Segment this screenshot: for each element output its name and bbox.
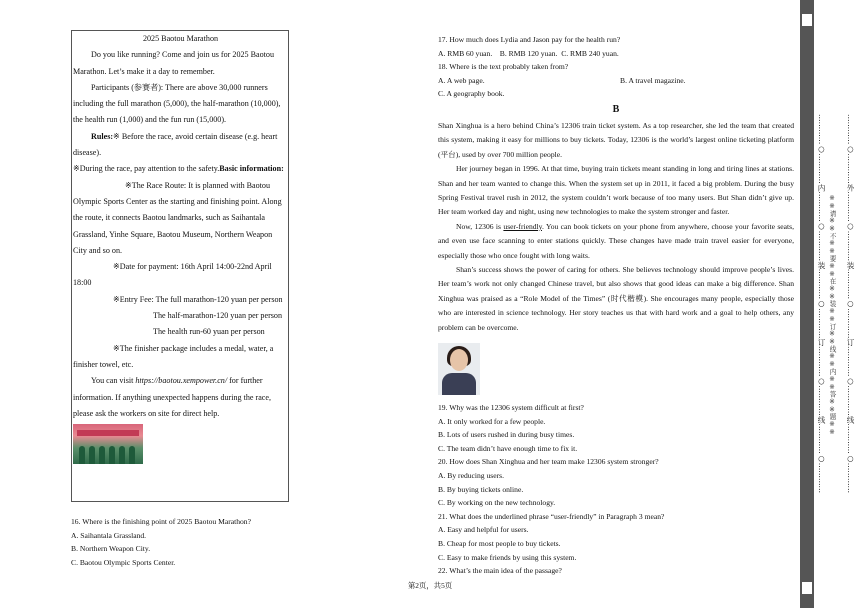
answer-option: C. By working on the new technology. — [438, 498, 556, 508]
answer-option: A. It only worked for a few people. — [438, 416, 546, 426]
question-stem: 22. What’s the main idea of the passage? — [438, 566, 562, 576]
inner-binding-line: …………○…………内…………○…………装…………○…………订…………○…………线…………○………… — [817, 114, 826, 494]
portrait-face — [450, 349, 468, 371]
answer-option: C. Baotou Olympic Sports Center. — [71, 557, 176, 567]
section-b-heading: B — [612, 103, 620, 115]
rules-item: ※During the race, pay attention to the safety. — [73, 164, 220, 174]
visit-text: You can visit — [91, 376, 136, 386]
passage-a-box — [71, 30, 289, 502]
answer-option: B. Northern Weapon City. — [71, 544, 151, 554]
portrait-body — [442, 373, 476, 395]
question-stem: 20. How does Shan Xinghua and her team make 12306 system stronger? — [438, 457, 659, 467]
answer-option: B. Lots of users rushed in during busy times. — [438, 430, 575, 440]
question-stem: 19. Why was the 12306 system difficult at first? — [438, 403, 584, 413]
page-footer: 第2页，共5页 — [407, 581, 453, 590]
basic-info-label: Basic information: — [219, 164, 284, 174]
rules-label: Rules: — [91, 131, 114, 141]
passage-b-paragraph: Her journey began in 1996. At that time, buying train tickets meant standing in long and tiring lines at stations. Shan and her team wanted to change this. When the system set up in 2011, it faced a big problem. During the busy Spring Festival travel rush in 2012, the system couldn’t work because of too many users. But Shan didn’t give up. Her team worked day and night, using new technologies to make the system stronger and faster. — [438, 164, 794, 217]
answer-option: B. A travel magazine. — [620, 75, 686, 85]
website-url: https://baotou.xempower.cn/ — [135, 376, 228, 386]
paragraph-text: Now, 12306 is — [456, 221, 504, 231]
right-column — [438, 33, 794, 578]
binding-notice: ※※请※※不※※要※※在※※装※※订※※线※※内※※答※※题※※ — [828, 194, 836, 436]
photo-banner — [77, 430, 139, 436]
paragraph-text: . You can book tickets on your phone from anywhere, choose your favorite seats, and even use face scanning to enter stations quickly. These changes have made train travel easier for everyone, especially those who once fought with long waits. — [438, 221, 795, 260]
runner-figure — [99, 446, 105, 464]
shan-xinghua-portrait — [438, 343, 480, 395]
question-stem: 18. Where is the text probably taken from? — [438, 62, 569, 72]
answer-options: A. RMB 60 yuan. B. RMB 120 yuan. C. RMB 240 yuan. — [438, 48, 619, 58]
runner-figure — [109, 446, 115, 464]
runner-figure — [89, 446, 95, 464]
visit-paragraph — [73, 373, 288, 422]
finisher-package: ※The finisher package includes a medal, water, a finisher towel, etc. — [73, 343, 274, 369]
binding-strip — [800, 0, 814, 608]
answer-options-row — [438, 74, 794, 88]
answer-option: A. A web page. — [438, 75, 485, 85]
answer-option: C. Easy to make friends by using this system. — [438, 552, 577, 562]
rules-item: ※ Before the race, avoid certain disease (e.g. heart disease). — [73, 131, 278, 158]
question-16-block — [71, 515, 301, 569]
payment-date: ※Date for payment: 16th April 14:00-22nd April 18:00 — [73, 262, 272, 288]
outer-binding-line: …………○…………外…………○…………装…………○…………订…………○…………线…………○………… — [846, 114, 855, 494]
answer-option: C. The team didn’t have enough time to fix it. — [438, 443, 578, 453]
strip-mark — [802, 582, 812, 594]
rules-paragraph — [73, 161, 288, 177]
answer-option: A. By reducing users. — [438, 471, 505, 481]
visit-text: for further information. If anything unexpected happens during the race, please ask the workers on site for direct help. — [73, 376, 272, 418]
entry-fee: The half-marathon-120 yuan per person — [153, 311, 283, 321]
rules-paragraph — [73, 129, 288, 162]
runner-figure — [79, 446, 85, 464]
race-route: ※The Race Route: It is planned with Baotou Olympic Sports Center as the starting and finishing point. Along the route, it connects Baotou landmarks, such as Saihantala Grassland, Yinhe Square, Baotou Museum, Northern Weapon City and so on. — [73, 180, 282, 255]
passage-b-paragraph: Shan’s success shows the power of caring for others. She believes technology should improve people’s lives. Her team’s work not only changed Chinese travel, but also shows that good ideas can make a big difference. Shan Xinghua was praised as a “Role Model of the Times” (时代楷模). She encourages many people, especially those who are interested in science technology. Her story teaches us that with hard work and a goal to help others, any problem can be overcome. — [438, 265, 794, 332]
answer-option: A. Easy and helpful for users. — [438, 525, 529, 535]
question-stem: 17. How much does Lydia and Jason pay for the health run? — [438, 35, 621, 44]
answer-option: C. A geography book. — [438, 89, 505, 99]
answer-option: A. Saihantala Grassland. — [71, 530, 147, 540]
passage-title: 2025 Baotou Marathon — [142, 34, 219, 43]
question-stem: 16. Where is the finishing point of 2025 Baotou Marathon? — [71, 517, 251, 526]
question-stem: 21. What does the underlined phrase “user-friendly” in Paragraph 3 mean? — [438, 511, 665, 521]
entry-fee: The health run-60 yuan per person — [153, 327, 265, 337]
answer-option: B. By buying tickets online. — [438, 484, 524, 494]
passage-b-paragraph: Shan Xinghua is a hero behind China’s 12306 train ticket system. As a top researcher, she led the team that created this system, making it easy for millions to buy tickets. Today, 12306 is the world’s largest online ticketing platform (平台), used by over 700 million people. — [438, 120, 794, 159]
strip-mark — [802, 14, 812, 26]
runner-figure — [119, 446, 125, 464]
entry-fee: ※Entry Fee: The full marathon-120 yuan per person — [113, 294, 283, 304]
passage-b-paragraph — [438, 220, 794, 263]
answer-option: B. Cheap for most people to buy tickets. — [438, 539, 561, 548]
passage-paragraph: Do you like running? Come and join us for 2025 Baotou Marathon. Let’s make it a day to remember. — [73, 50, 274, 76]
underlined-phrase: user-friendly — [503, 221, 542, 231]
passage-paragraph: Participants (参赛者): There are above 30,000 runners including the full marathon (5,000), the half-marathon (10,000), the health run (1,000) and the fun run (15,000). — [73, 82, 281, 125]
runner-figure — [129, 446, 135, 464]
marathon-photo — [73, 424, 143, 464]
